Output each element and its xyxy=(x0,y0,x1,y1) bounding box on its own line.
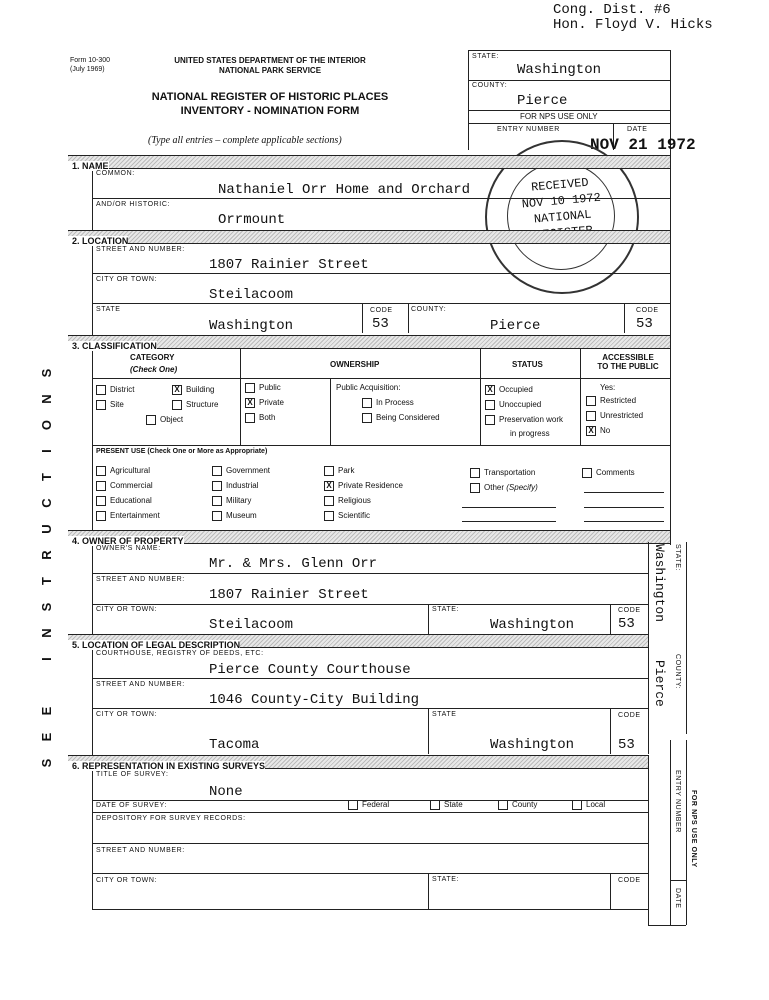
see-instructions-letters xyxy=(40,360,54,776)
state-code: 53 xyxy=(372,316,389,332)
corner-note xyxy=(553,3,713,33)
federal-label: Federal xyxy=(362,800,390,810)
s3-title: 3. CLASSIFICATION xyxy=(68,341,157,351)
entertainment-label: Entertainment xyxy=(110,511,160,521)
historic-name: Orrmount xyxy=(218,212,286,228)
status-occupied[interactable] xyxy=(485,385,533,395)
section-4-header xyxy=(68,530,670,544)
checkbox[interactable] xyxy=(96,511,106,521)
status-preservation[interactable] xyxy=(485,415,563,425)
street-label: STREET AND NUMBER: xyxy=(96,246,185,253)
survey-date-label: DATE OF SURVEY: xyxy=(96,802,167,809)
cat-district-label: District xyxy=(110,385,135,395)
agency-line2: NATIONAL PARK SERVICE xyxy=(218,66,322,75)
see-instructions xyxy=(40,360,54,776)
unrestricted-label: Unrestricted xyxy=(600,411,644,421)
side-letter: N xyxy=(39,628,54,638)
code-label-2: CODE xyxy=(636,307,659,314)
checkbox[interactable] xyxy=(470,468,480,478)
survey-title-label: TITLE OF SURVEY: xyxy=(96,771,169,778)
use-industrial[interactable] xyxy=(212,481,258,491)
title-line1: NATIONAL REGISTER OF HISTORIC PLACES xyxy=(151,91,389,103)
checkbox[interactable] xyxy=(96,385,106,395)
owner-street: 1807 Rainier Street xyxy=(209,587,369,603)
government-label: Government xyxy=(226,466,271,476)
industrial-label: Industrial xyxy=(226,481,259,491)
section-1-header xyxy=(68,155,670,169)
section-5-header xyxy=(68,634,648,648)
nps-use-only: FOR NPS USE ONLY xyxy=(520,112,598,121)
side-letter: O xyxy=(39,419,54,431)
owner-street-label: STREET AND NUMBER: xyxy=(96,576,185,583)
side-nps-use: FOR NPS USE ONLY xyxy=(690,790,697,868)
side-letter: I xyxy=(39,657,54,661)
legal-city: Tacoma xyxy=(209,737,260,753)
access-unrestricted[interactable] xyxy=(586,411,643,421)
side-letter: N xyxy=(39,394,54,404)
county-value: Pierce xyxy=(490,318,541,334)
header-county-label: COUNTY: xyxy=(472,82,508,89)
specify-label: (Specify) xyxy=(506,483,538,493)
checkbox[interactable] xyxy=(362,398,372,408)
side-letter: T xyxy=(39,473,54,481)
side-state-label: STATE: xyxy=(674,544,681,572)
owner-name-label: OWNER'S NAME: xyxy=(96,545,161,552)
side-county: Pierce xyxy=(652,660,667,707)
form-date: (July 1969) xyxy=(70,66,105,73)
use-park[interactable] xyxy=(324,466,354,476)
cat-site-label: Site xyxy=(110,400,124,410)
s6-title: 6. REPRESENTATION IN EXISTING SURVEYS xyxy=(68,761,265,771)
use-military[interactable] xyxy=(212,496,251,506)
side-entry-number: ENTRY NUMBER xyxy=(674,770,681,833)
agricultural-label: Agricultural xyxy=(110,466,151,476)
checkbox[interactable] xyxy=(498,800,508,810)
stamp-line2: NOV 10 1972 xyxy=(521,190,602,212)
cat-object[interactable] xyxy=(146,415,183,425)
checkbox-checked[interactable]: X xyxy=(324,481,334,491)
in-process-label: In Process xyxy=(376,398,414,408)
checkbox[interactable] xyxy=(245,413,255,423)
side-date: DATE xyxy=(674,888,681,909)
state-label: STATE xyxy=(96,306,121,313)
common-label: COMMON: xyxy=(96,170,135,177)
state-label-survey: State xyxy=(444,800,463,810)
checkbox[interactable] xyxy=(324,466,334,476)
s2-title: 2. LOCATION xyxy=(68,236,128,246)
checkbox[interactable] xyxy=(324,511,334,521)
use-entertainment[interactable] xyxy=(96,511,160,521)
s5-title: 5. LOCATION OF LEGAL DESCRIPTION xyxy=(68,640,240,650)
preservation-label: Preservation work xyxy=(499,415,564,425)
being-considered-label: Being Considered xyxy=(376,413,440,423)
use-other[interactable] xyxy=(470,483,538,493)
own-being-considered[interactable] xyxy=(362,413,440,423)
side-letter: T xyxy=(39,577,54,585)
checkbox[interactable] xyxy=(245,383,255,393)
checkbox-checked[interactable]: X xyxy=(172,385,182,395)
section-6-header xyxy=(68,755,648,769)
access-restricted[interactable] xyxy=(586,396,636,406)
present-use-label: PRESENT USE (Check One or More as Appropriate) xyxy=(96,448,268,455)
own-in-process[interactable] xyxy=(362,398,414,408)
stamp-line1: RECEIVED xyxy=(530,175,590,195)
in-progress-label: in progress xyxy=(510,429,550,438)
access-yes-label: Yes: xyxy=(600,383,616,392)
use-educational[interactable] xyxy=(96,496,152,506)
entry-number-label: ENTRY NUMBER xyxy=(497,126,560,133)
side-letter: S xyxy=(39,758,54,768)
survey-state-label: STATE: xyxy=(432,876,460,883)
own-public-label: Public xyxy=(259,383,281,393)
side-state-box xyxy=(648,542,686,634)
code-label-1: CODE xyxy=(370,307,393,314)
use-transportation[interactable] xyxy=(470,468,535,478)
city-label: CITY OR TOWN: xyxy=(96,276,158,283)
status-label: STATUS xyxy=(512,360,543,369)
agency-line1: UNITED STATES DEPARTMENT OF THE INTERIOR xyxy=(174,56,366,65)
survey-title: None xyxy=(209,784,243,800)
legal-state: Washington xyxy=(490,737,575,753)
side-letter xyxy=(34,678,60,692)
checkbox-checked[interactable]: X xyxy=(586,426,596,436)
accessible-line1: ACCESSIBLE xyxy=(602,353,654,362)
s1-title: 1. NAME xyxy=(68,161,109,171)
checkbox-checked[interactable]: X xyxy=(485,385,495,395)
checkbox[interactable] xyxy=(430,800,440,810)
county-label-survey: County xyxy=(512,800,538,810)
own-public[interactable] xyxy=(245,383,281,393)
cat-structure-label: Structure xyxy=(186,400,219,410)
date-stamp: NOV 21 1972 xyxy=(590,136,696,154)
city-value: Steilacoom xyxy=(209,287,294,303)
state-value: Washington xyxy=(209,318,294,334)
agency xyxy=(150,56,390,76)
commercial-label: Commercial xyxy=(110,481,153,491)
survey-state[interactable] xyxy=(430,800,463,810)
owner-name: Mr. & Mrs. Glenn Orr xyxy=(209,556,378,572)
stamp-line3: NATIONAL xyxy=(533,207,592,227)
cat-building-label: Building xyxy=(186,385,215,395)
courthouse-value: Pierce County Courthouse xyxy=(209,662,411,678)
checkbox[interactable] xyxy=(212,511,222,521)
cat-object-label: Object xyxy=(160,415,184,425)
checkbox[interactable] xyxy=(470,483,480,493)
use-agricultural[interactable] xyxy=(96,466,150,476)
occupied-label: Occupied xyxy=(499,385,533,395)
accessible-label xyxy=(590,353,666,371)
survey-city-label: CITY OR TOWN: xyxy=(96,877,158,884)
checkbox[interactable] xyxy=(362,413,372,423)
side-letter: E xyxy=(39,706,54,716)
restricted-label: Restricted xyxy=(600,396,637,406)
military-label: Military xyxy=(226,496,252,506)
county-code: 53 xyxy=(636,316,653,332)
form-title xyxy=(125,90,415,118)
use-private-residence[interactable] xyxy=(324,481,403,491)
religious-label: Religious xyxy=(338,496,371,506)
checkbox[interactable] xyxy=(586,411,596,421)
section-2-header xyxy=(68,230,670,244)
survey-street-label: STREET AND NUMBER: xyxy=(96,847,185,854)
access-no[interactable] xyxy=(586,426,610,436)
historic-label: AND/OR HISTORIC: xyxy=(96,201,171,208)
use-scientific[interactable] xyxy=(324,511,370,521)
checkbox[interactable] xyxy=(485,415,495,425)
checkbox[interactable] xyxy=(212,466,222,476)
checkbox[interactable] xyxy=(212,481,222,491)
public-acquisition-label: Public Acquisition: xyxy=(336,383,401,392)
date-label: DATE xyxy=(627,126,648,133)
cat-district[interactable] xyxy=(96,385,134,395)
owner-city-label: CITY OR TOWN: xyxy=(96,606,158,613)
checkbox-checked[interactable]: X xyxy=(245,398,255,408)
form-id xyxy=(70,56,110,74)
checkbox[interactable] xyxy=(582,468,592,478)
checkbox[interactable] xyxy=(96,481,106,491)
header-county-value: Pierce xyxy=(517,93,568,109)
owner-state: Washington xyxy=(490,617,575,633)
side-county-box xyxy=(648,640,686,732)
corner-note-line1: Cong. Dist. #6 xyxy=(553,2,671,18)
check-one-label: (Check One) xyxy=(130,365,178,374)
museum-label: Museum xyxy=(226,511,257,521)
title-line2: INVENTORY - NOMINATION FORM xyxy=(180,105,360,117)
side-letter: I xyxy=(39,449,54,453)
header-state-value: Washington xyxy=(517,62,602,78)
cat-structure[interactable] xyxy=(172,400,218,410)
checkbox[interactable] xyxy=(212,496,222,506)
private-residence-label: Private Residence xyxy=(338,481,403,491)
use-government[interactable] xyxy=(212,466,270,476)
form-number: Form 10-300 xyxy=(70,57,111,64)
depository-label: DEPOSITORY FOR SURVEY RECORDS: xyxy=(96,815,246,822)
use-religious[interactable] xyxy=(324,496,371,506)
street-value: 1807 Rainier Street xyxy=(209,257,369,273)
educational-label: Educational xyxy=(110,496,152,506)
checkbox[interactable] xyxy=(324,496,334,506)
own-both-label: Both xyxy=(259,413,276,423)
checkbox[interactable] xyxy=(146,415,156,425)
scientific-label: Scientific xyxy=(338,511,371,521)
county-label: COUNTY: xyxy=(411,306,447,313)
checkbox[interactable] xyxy=(172,400,182,410)
other-label: Other xyxy=(484,483,505,493)
legal-city-label: CITY OR TOWN: xyxy=(96,711,158,718)
own-both[interactable] xyxy=(245,413,275,423)
use-comments[interactable] xyxy=(582,468,635,478)
s4-title: 4. OWNER OF PROPERTY xyxy=(68,536,184,546)
survey-local[interactable] xyxy=(572,800,605,810)
category-label: CATEGORY xyxy=(130,353,175,362)
checkbox[interactable] xyxy=(96,466,106,476)
checkbox[interactable] xyxy=(485,400,495,410)
checkbox[interactable] xyxy=(348,800,358,810)
checkbox[interactable] xyxy=(96,496,106,506)
checkbox[interactable] xyxy=(572,800,582,810)
no-label: No xyxy=(600,426,611,436)
local-label: Local xyxy=(586,800,606,810)
legal-street-label: STREET AND NUMBER: xyxy=(96,681,185,688)
corner-note-line2: Hon. Floyd V. Hicks xyxy=(553,17,713,33)
owner-code-label: CODE xyxy=(618,607,641,614)
status-unoccupied[interactable] xyxy=(485,400,541,410)
unoccupied-label: Unoccupied xyxy=(499,400,542,410)
side-letter: E xyxy=(39,732,54,742)
own-private[interactable] xyxy=(245,398,284,408)
accessible-line2: TO THE PUBLIC xyxy=(597,362,659,371)
section-3-header xyxy=(68,335,670,349)
side-letter: S xyxy=(39,602,54,612)
comments-label: Comments xyxy=(596,468,635,478)
instruction: (Type all entries – complete applicable sections) xyxy=(148,135,342,146)
ownership-label: OWNERSHIP xyxy=(330,360,380,369)
use-commercial[interactable] xyxy=(96,481,153,491)
legal-state-label: STATE xyxy=(432,711,457,718)
survey-federal[interactable] xyxy=(348,800,389,810)
side-state: Washington xyxy=(652,544,667,623)
side-letter: R xyxy=(39,550,54,560)
owner-city: Steilacoom xyxy=(209,617,294,633)
header-state-label: STATE: xyxy=(472,53,500,60)
owner-state-label: STATE: xyxy=(432,606,460,613)
common-name: Nathaniel Orr Home and Orchard xyxy=(218,182,471,198)
cat-building[interactable] xyxy=(172,385,214,395)
courthouse-label: COURTHOUSE, REGISTRY OF DEEDS, ETC: xyxy=(96,650,264,657)
use-museum[interactable] xyxy=(212,511,257,521)
own-private-label: Private xyxy=(259,398,284,408)
survey-code-label: CODE xyxy=(618,877,641,884)
transportation-label: Transportation xyxy=(484,468,536,478)
survey-county[interactable] xyxy=(498,800,537,810)
cat-site[interactable] xyxy=(96,400,124,410)
checkbox[interactable] xyxy=(96,400,106,410)
side-letter: S xyxy=(39,368,54,378)
side-letter: U xyxy=(39,524,54,534)
checkbox[interactable] xyxy=(586,396,596,406)
legal-code: 53 xyxy=(618,737,635,753)
legal-code-label: CODE xyxy=(618,712,641,719)
park-label: Park xyxy=(338,466,355,476)
owner-code: 53 xyxy=(618,616,635,632)
side-letter: C xyxy=(39,498,54,508)
side-county-label: COUNTY: xyxy=(674,654,681,690)
legal-street: 1046 County-City Building xyxy=(209,692,420,708)
